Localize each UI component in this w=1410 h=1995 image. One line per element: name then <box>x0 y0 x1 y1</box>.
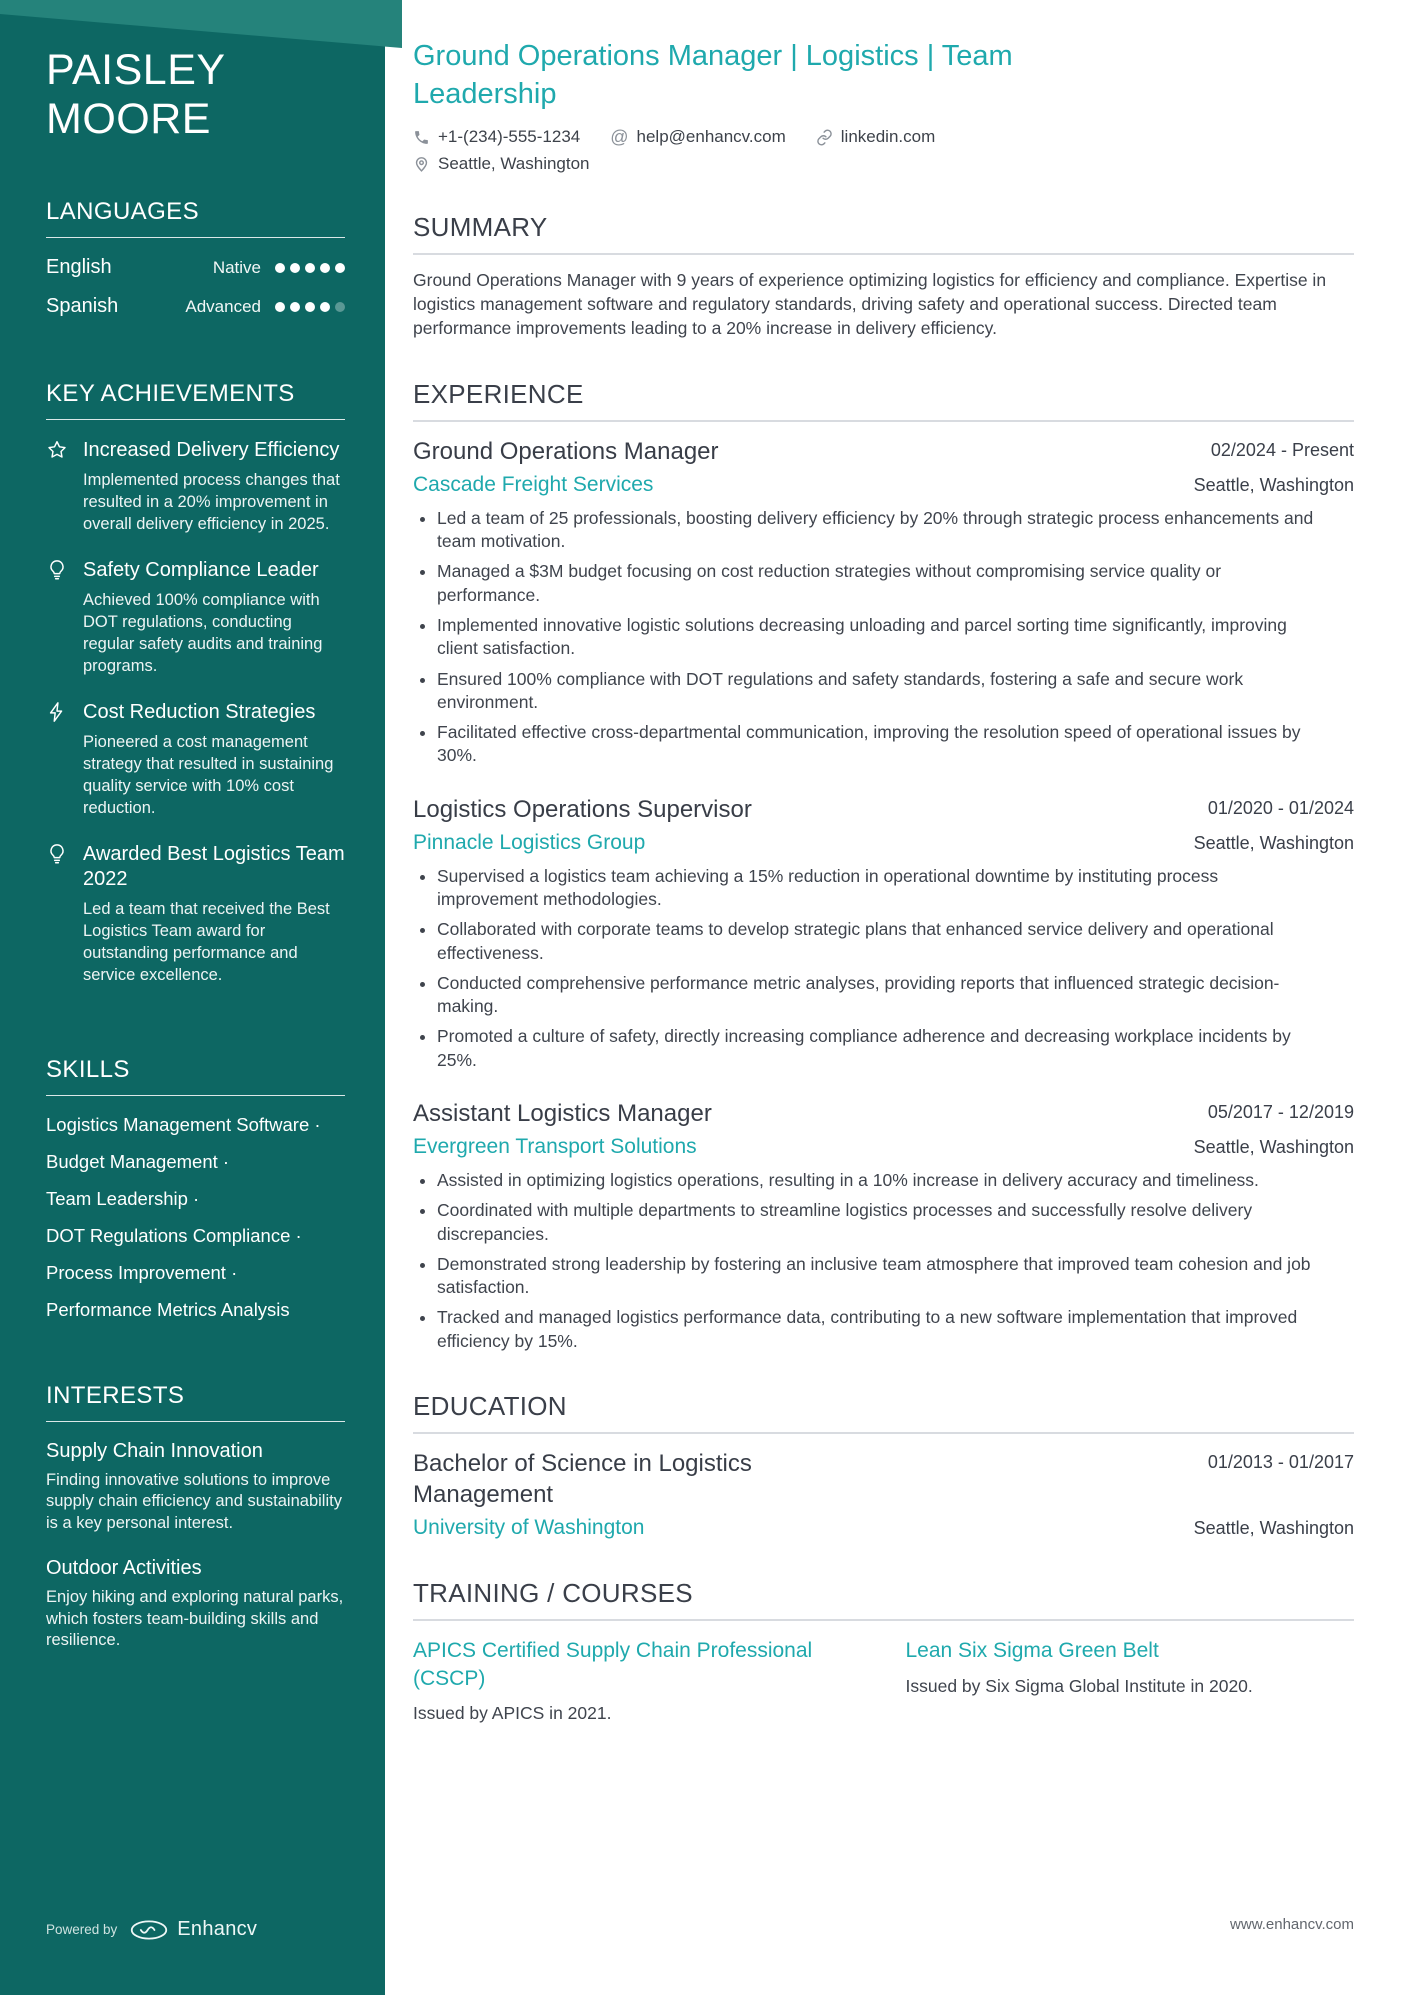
bullet-point: • Managed a $3M budget focusing on cost reduction strategies without compromising service quality or performance. <box>437 560 1317 607</box>
company-name: Pinnacle Logistics Group <box>413 830 646 854</box>
lightbulb-icon <box>46 559 68 581</box>
job-header <box>413 436 1354 467</box>
job-dates: 01/2020 - 01/2024 <box>1207 797 1354 818</box>
language-row <box>46 256 345 279</box>
job-title: Logistics Operations Supervisor <box>413 795 752 823</box>
enhancv-logo-icon <box>129 1919 169 1941</box>
bullet-point: • Conducted comprehensive performance metric analyses, providing reports that influenced strategic decision-making. <box>437 972 1317 1019</box>
achievement-text: Implemented process changes that resulted in a 20% improvement in overall delivery efficiency in 2025. <box>83 471 340 533</box>
key-achievements-heading: KEY ACHIEVEMENTS <box>46 380 345 420</box>
phone-item <box>413 127 580 147</box>
interest-item <box>46 1557 345 1652</box>
candidate-name: PAISLEY MOORE <box>46 46 225 144</box>
job-location: Seattle, Washington <box>1193 832 1354 853</box>
education-header <box>413 1448 1354 1510</box>
email-address: help@enhancv.com <box>636 127 786 147</box>
achievement-text: Led a team that received the Best Logistics Team award for outstanding performance and service excellence. <box>83 900 330 984</box>
job-location: Seattle, Washington <box>1193 474 1354 495</box>
contact-row <box>413 127 1354 147</box>
bullet-point: • Led a team of 25 professionals, boosting delivery efficiency by 20% through strategic process enhancements and team motivation. <box>437 507 1317 554</box>
job-bullets <box>413 507 1354 768</box>
bullet-point: • Assisted in optimizing logistics operations, resulting in a 10% increase in delivery accuracy and timeliness. <box>437 1169 1317 1192</box>
job-subheader <box>413 831 1354 855</box>
location-text: Seattle, Washington <box>438 154 590 174</box>
achievement-text: Pioneered a cost management strategy that resulted in sustaining quality service with 10% cost reduction. <box>83 733 334 817</box>
skills-heading: SKILLS <box>46 1056 345 1096</box>
powered-by-label: Powered by <box>46 1922 118 1937</box>
summary-heading: SUMMARY <box>413 212 1354 255</box>
phone-number: +1-(234)-555-1234 <box>438 127 581 147</box>
experience-entry <box>413 794 1354 1072</box>
interests-section <box>46 1382 345 1675</box>
job-title: Ground Operations Manager <box>413 437 719 465</box>
bullet-point: • Ensured 100% compliance with DOT regulations and safety standards, fostering a safe and secure work environment. <box>437 668 1317 715</box>
education-location: Seattle, Washington <box>1193 1518 1354 1539</box>
degree-title: Bachelor of Science in Logistics Management <box>413 1449 752 1509</box>
languages-heading: LANGUAGES <box>46 198 345 238</box>
bullet-point: • Promoted a culture of safety, directly increasing compliance adherence and decreasing workplace incidents by 25%. <box>437 1025 1317 1072</box>
training-grid <box>413 1637 1354 1725</box>
resume-main <box>385 0 1410 1995</box>
language-proficiency <box>213 258 345 278</box>
job-location: Seattle, Washington <box>1193 1137 1354 1158</box>
interest-item <box>46 1440 345 1535</box>
experience-entry <box>413 1098 1354 1353</box>
achievement-text: Achieved 100% compliance with DOT regulations, conducting regular safety audits and training programs. <box>83 591 323 675</box>
enhancv-site-url[interactable]: www.enhancv.com <box>1230 1916 1354 1933</box>
bolt-icon <box>46 701 68 723</box>
course-issuer: Issued by APICS in 2021. <box>413 1702 612 1723</box>
course-title: Lean Six Sigma Green Belt <box>905 1639 1159 1663</box>
job-bullets <box>413 1169 1354 1353</box>
interest-title: Outdoor Activities <box>46 1556 202 1579</box>
languages-section <box>46 198 345 334</box>
experience-heading: EXPERIENCE <box>413 379 1354 422</box>
education-heading: EDUCATION <box>413 1391 1354 1434</box>
skill-item: Process Improvement · <box>46 1262 345 1284</box>
bullet-point: • Supervised a logistics team achieving a 15% reduction in operational downtime by instituting process improvement methodologies. <box>437 865 1317 912</box>
phone-icon <box>413 129 430 146</box>
location-pin-icon <box>413 156 430 173</box>
interest-text: Enjoy hiking and exploring natural parks, which fosters team-building skills and resilience. <box>46 1587 344 1650</box>
achievement-title: Cost Reduction Strategies <box>83 701 316 724</box>
achievement-item <box>46 700 345 819</box>
language-proficiency-dots <box>275 263 345 273</box>
language-row <box>46 295 345 318</box>
job-bullets <box>413 865 1354 1072</box>
enhancv-brand[interactable] <box>129 1918 257 1941</box>
course-issuer: Issued by Six Sigma Global Institute in 2020. <box>905 1675 1253 1696</box>
language-name: Spanish <box>46 295 119 318</box>
headline: Ground Operations Manager | Logistics | Team Leadership <box>413 40 1013 110</box>
training-heading: TRAINING / COURSES <box>413 1578 1354 1621</box>
skill-item: Logistics Management Software · <box>46 1114 345 1136</box>
bullet-point: • Implemented innovative logistic solutions decreasing unloading and parcel sorting time significantly, improving client satisfaction. <box>437 614 1317 661</box>
education-entry <box>413 1448 1354 1540</box>
education-subheader <box>413 1516 1354 1540</box>
bullet-point: • Demonstrated strong leadership by fostering an inclusive team atmosphere that improved team cohesion and job satisfaction. <box>437 1253 1317 1300</box>
bullet-point: • Coordinated with multiple departments to streamline logistics processes and successfully resolve delivery discrepancies. <box>437 1199 1317 1246</box>
interest-text: Finding innovative solutions to improve supply chain efficiency and sustainability is a key personal interest. <box>46 1470 342 1533</box>
job-title: Assistant Logistics Manager <box>413 1099 712 1127</box>
sidebar-footer <box>46 1918 345 1941</box>
language-level: Native <box>212 257 261 277</box>
summary-text: Ground Operations Manager with 9 years of experience optimizing logistics for efficiency and compliance. Expertise in logistics management software and regulatory standards, driving safety and operational success. Directed team performance improvements leading to a 20% increase in delivery efficiency. <box>413 270 1327 338</box>
course-item <box>413 1637 862 1725</box>
company-name: Evergreen Transport Solutions <box>413 1135 697 1159</box>
job-dates: 05/2017 - 12/2019 <box>1207 1101 1354 1122</box>
skills-section <box>46 1056 345 1336</box>
sidebar-accent-band <box>0 0 402 50</box>
language-proficiency-dots <box>275 302 345 312</box>
email-item[interactable] <box>610 127 786 147</box>
company-name: Cascade Freight Services <box>413 472 654 496</box>
course-title: APICS Certified Supply Chain Professional (CSCP) <box>413 1639 813 1690</box>
school-name: University of Washington <box>413 1516 645 1540</box>
job-header <box>413 794 1354 825</box>
skill-item: Team Leadership · <box>46 1188 345 1210</box>
enhancv-brand-text: Enhancv <box>177 1918 258 1940</box>
language-proficiency <box>185 297 345 317</box>
sidebar <box>0 0 385 1995</box>
bullet-point: • Tracked and managed logistics performance data, contributing to a new software implementation that improved efficiency by 15%. <box>437 1306 1317 1353</box>
linkedin-text: linkedin.com <box>840 127 936 147</box>
key-achievements-section <box>46 380 345 1009</box>
bullet-point: • Collaborated with corporate teams to develop strategic plans that enhanced service delivery and operational effectiveness. <box>437 918 1317 965</box>
star-icon <box>46 439 68 461</box>
achievement-title: Increased Delivery Efficiency <box>83 439 340 462</box>
experience-entry <box>413 436 1354 768</box>
language-level: Advanced <box>185 296 261 316</box>
skill-item: DOT Regulations Compliance · <box>46 1225 345 1247</box>
email-icon: @ <box>610 127 629 148</box>
achievement-item <box>46 558 345 677</box>
interest-title: Supply Chain Innovation <box>46 1439 263 1462</box>
achievement-item <box>46 842 345 986</box>
achievement-title: Awarded Best Logistics Team 2022 <box>83 843 345 891</box>
skill-item: Performance Metrics Analysis <box>46 1298 290 1320</box>
job-subheader <box>413 1135 1354 1159</box>
language-name: English <box>46 256 112 279</box>
bullet-point: • Facilitated effective cross-departmental communication, improving the resolution speed of operational issues by 30%. <box>437 721 1317 768</box>
location-item <box>413 154 590 174</box>
linkedin-item[interactable] <box>816 127 936 147</box>
location-row <box>413 154 1354 174</box>
lightbulb-icon <box>46 843 68 865</box>
job-dates: 02/2024 - Present <box>1210 439 1354 460</box>
course-item <box>906 1637 1355 1725</box>
job-header <box>413 1098 1354 1129</box>
education-dates: 01/2013 - 01/2017 <box>1207 1451 1354 1472</box>
interests-heading: INTERESTS <box>46 1382 345 1422</box>
achievement-item <box>46 438 345 535</box>
link-icon <box>816 129 833 146</box>
skill-item: Budget Management · <box>46 1151 345 1173</box>
achievement-title: Safety Compliance Leader <box>83 559 319 582</box>
job-subheader <box>413 473 1354 497</box>
